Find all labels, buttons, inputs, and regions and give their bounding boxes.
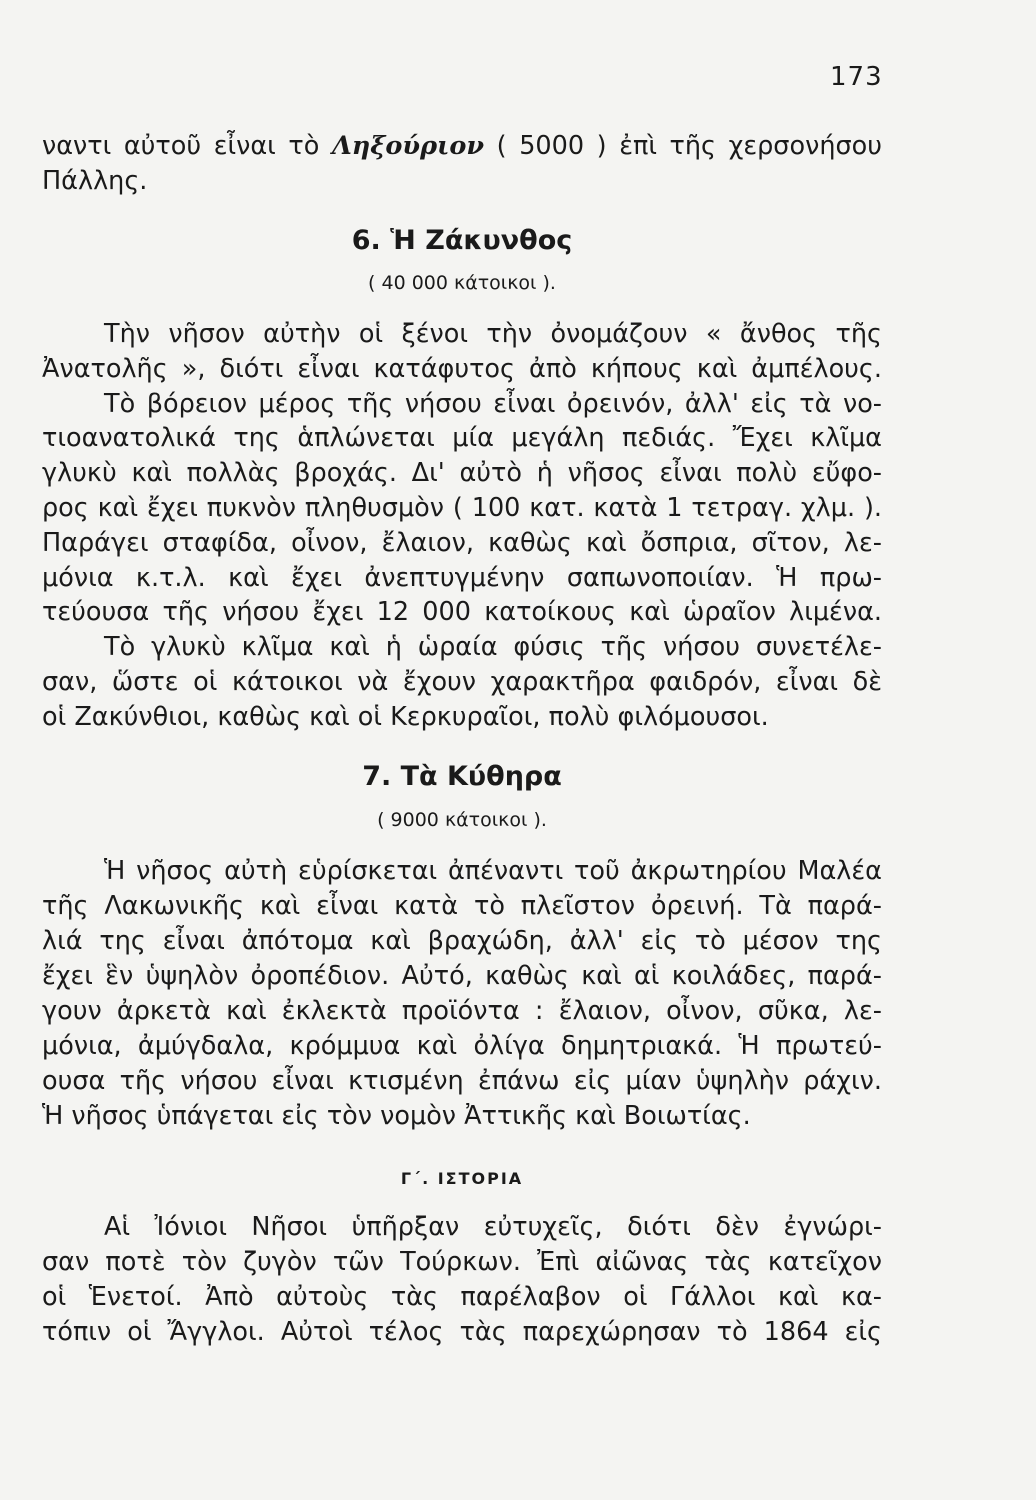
text-line: Τὴν νῆσον αὐτὴν οἱ ξένοι τὴν ὀνομάζουν « ἄνθος τῆς bbox=[104, 319, 882, 349]
section-heading-zakynthos: 6. Ἡ Ζάκυνθος bbox=[351, 225, 573, 256]
text-line: οἱ Ζακύνθιοι, καθὼς καὶ οἱ Κερκυραῖοι, πολὺ φιλόμουσοι. bbox=[42, 702, 769, 732]
text-line: Ἡ νῆσος αὐτὴ εὑρίσκεται ἀπέναντι τοῦ ἀκρωτηρίου Μαλέα bbox=[104, 856, 882, 886]
text-line: σαν ποτὲ τὸν ζυγὸν τῶν Τούρκων. Ἐπὶ αἰῶνας τὰς κατεῖχον bbox=[42, 1247, 882, 1277]
text-line: μόνια, ἀμύγδαλα, κρόμμυα καὶ ὀλίγα δημητριακά. Ἡ πρωτεύ- bbox=[42, 1031, 882, 1061]
text-line: μόνια κ.τ.λ. καὶ ἔχει ἀνεπτυγμένην σαπωνοποιίαν. Ἡ πρω- bbox=[42, 563, 882, 593]
text-line: τεύουσα τῆς νήσου ἔχει 12 000 κατοίκους καὶ ὡραῖον λιμένα. bbox=[42, 597, 882, 627]
text-line: γουν ἀρκετὰ καὶ ἐκλεκτὰ προϊόντα : ἔλαιον, οἶνον, σῦκα, λε- bbox=[42, 996, 882, 1026]
population-note: ( 40 000 κάτοικοι ). bbox=[368, 272, 556, 294]
text-line: γλυκὺ καὶ πολλὰς βροχάς. Δι' αὐτὸ ἡ νῆσος εἶναι πολὺ εὔφο- bbox=[42, 458, 882, 488]
section-heading-kythira: 7. Τὰ Κύθηρα bbox=[362, 761, 562, 792]
section-title-history: Γ΄. ΙΣΤΟΡΙΑ bbox=[400, 1169, 524, 1188]
text-line: Τὸ βόρειον μέρος τῆς νήσου εἶναι ὀρεινόν, ἀλλ' εἰς τὰ νο- bbox=[104, 389, 882, 419]
text-line: Ἀνατολῆς », διότι εἶναι κατάφυτος ἀπὸ κήπους καὶ ἀμπέλους. bbox=[42, 354, 882, 384]
text-line: ρος καὶ ἔχει πυκνὸν πληθυσμὸν ( 100 κατ. κατὰ 1 τετραγ. χλμ. ). bbox=[42, 493, 882, 523]
text-line: λιά της εἶναι ἀπότομα καὶ βραχώδη, ἀλλ' εἰς τὸ μέσον της bbox=[42, 926, 882, 956]
text-line: τῆς Λακωνικῆς καὶ εἶναι κατὰ τὸ πλεῖστον ὀρεινή. Τὰ παρά- bbox=[42, 891, 882, 921]
text-line: Ἡ νῆσος ὑπάγεται εἰς τὸν νομὸν Ἀττικῆς καὶ Βοιωτίας. bbox=[42, 1101, 751, 1131]
page-number: 173 bbox=[830, 62, 883, 92]
text-line: Παράγει σταφίδα, οἶνον, ἔλαιον, καθὼς καὶ ὄσπρια, σῖτον, λε- bbox=[42, 528, 882, 558]
text-line: σαν, ὥστε οἱ κάτοικοι νὰ ἔχουν χαρακτῆρα φαιδρόν, εἶναι δὲ bbox=[42, 667, 882, 697]
text-line: οἱ Ἑνετοί. Ἀπὸ αὐτοὺς τὰς παρέλαβον οἱ Γάλλοι καὶ κα- bbox=[42, 1282, 882, 1312]
text-line: Αἱ Ἰόνιοι Νῆσοι ὑπῆρξαν εὐτυχεῖς, διότι δὲν ἐγνώρι- bbox=[104, 1212, 882, 1242]
population-note: ( 9000 κάτοικοι ). bbox=[377, 809, 547, 831]
emphasized-place-name: Ληξούριον bbox=[331, 131, 485, 161]
text-line: τόπιν οἱ Ἄγγλοι. Αὐτοὶ τέλος τὰς παρεχώρησαν τὸ 1864 εἰς bbox=[42, 1317, 882, 1347]
text-line: Τὸ γλυκὺ κλῖμα καὶ ἡ ὡραία φύσις τῆς νήσου συνετέλε- bbox=[104, 632, 882, 662]
text-line: τιοανατολικά της ἁπλώνεται μία μεγάλη πεδιάς. Ἔχει κλῖμα bbox=[42, 423, 882, 453]
text-line: ναντι αὐτοῦ εἶναι τὸ Ληξούριον ( 5000 ) ἐπὶ τῆς χερσονήσου bbox=[42, 131, 882, 161]
text-line: Πάλλης. bbox=[42, 166, 148, 196]
text-line: ἔχει ἓν ὑψηλὸν ὀροπέδιον. Αὐτό, καθὼς καὶ αἱ κοιλάδες, παρά- bbox=[42, 961, 882, 991]
text-line: ουσα τῆς νήσου εἶναι κτισμένη ἐπάνω εἰς μίαν ὑψηλὴν ράχιν. bbox=[42, 1066, 882, 1096]
